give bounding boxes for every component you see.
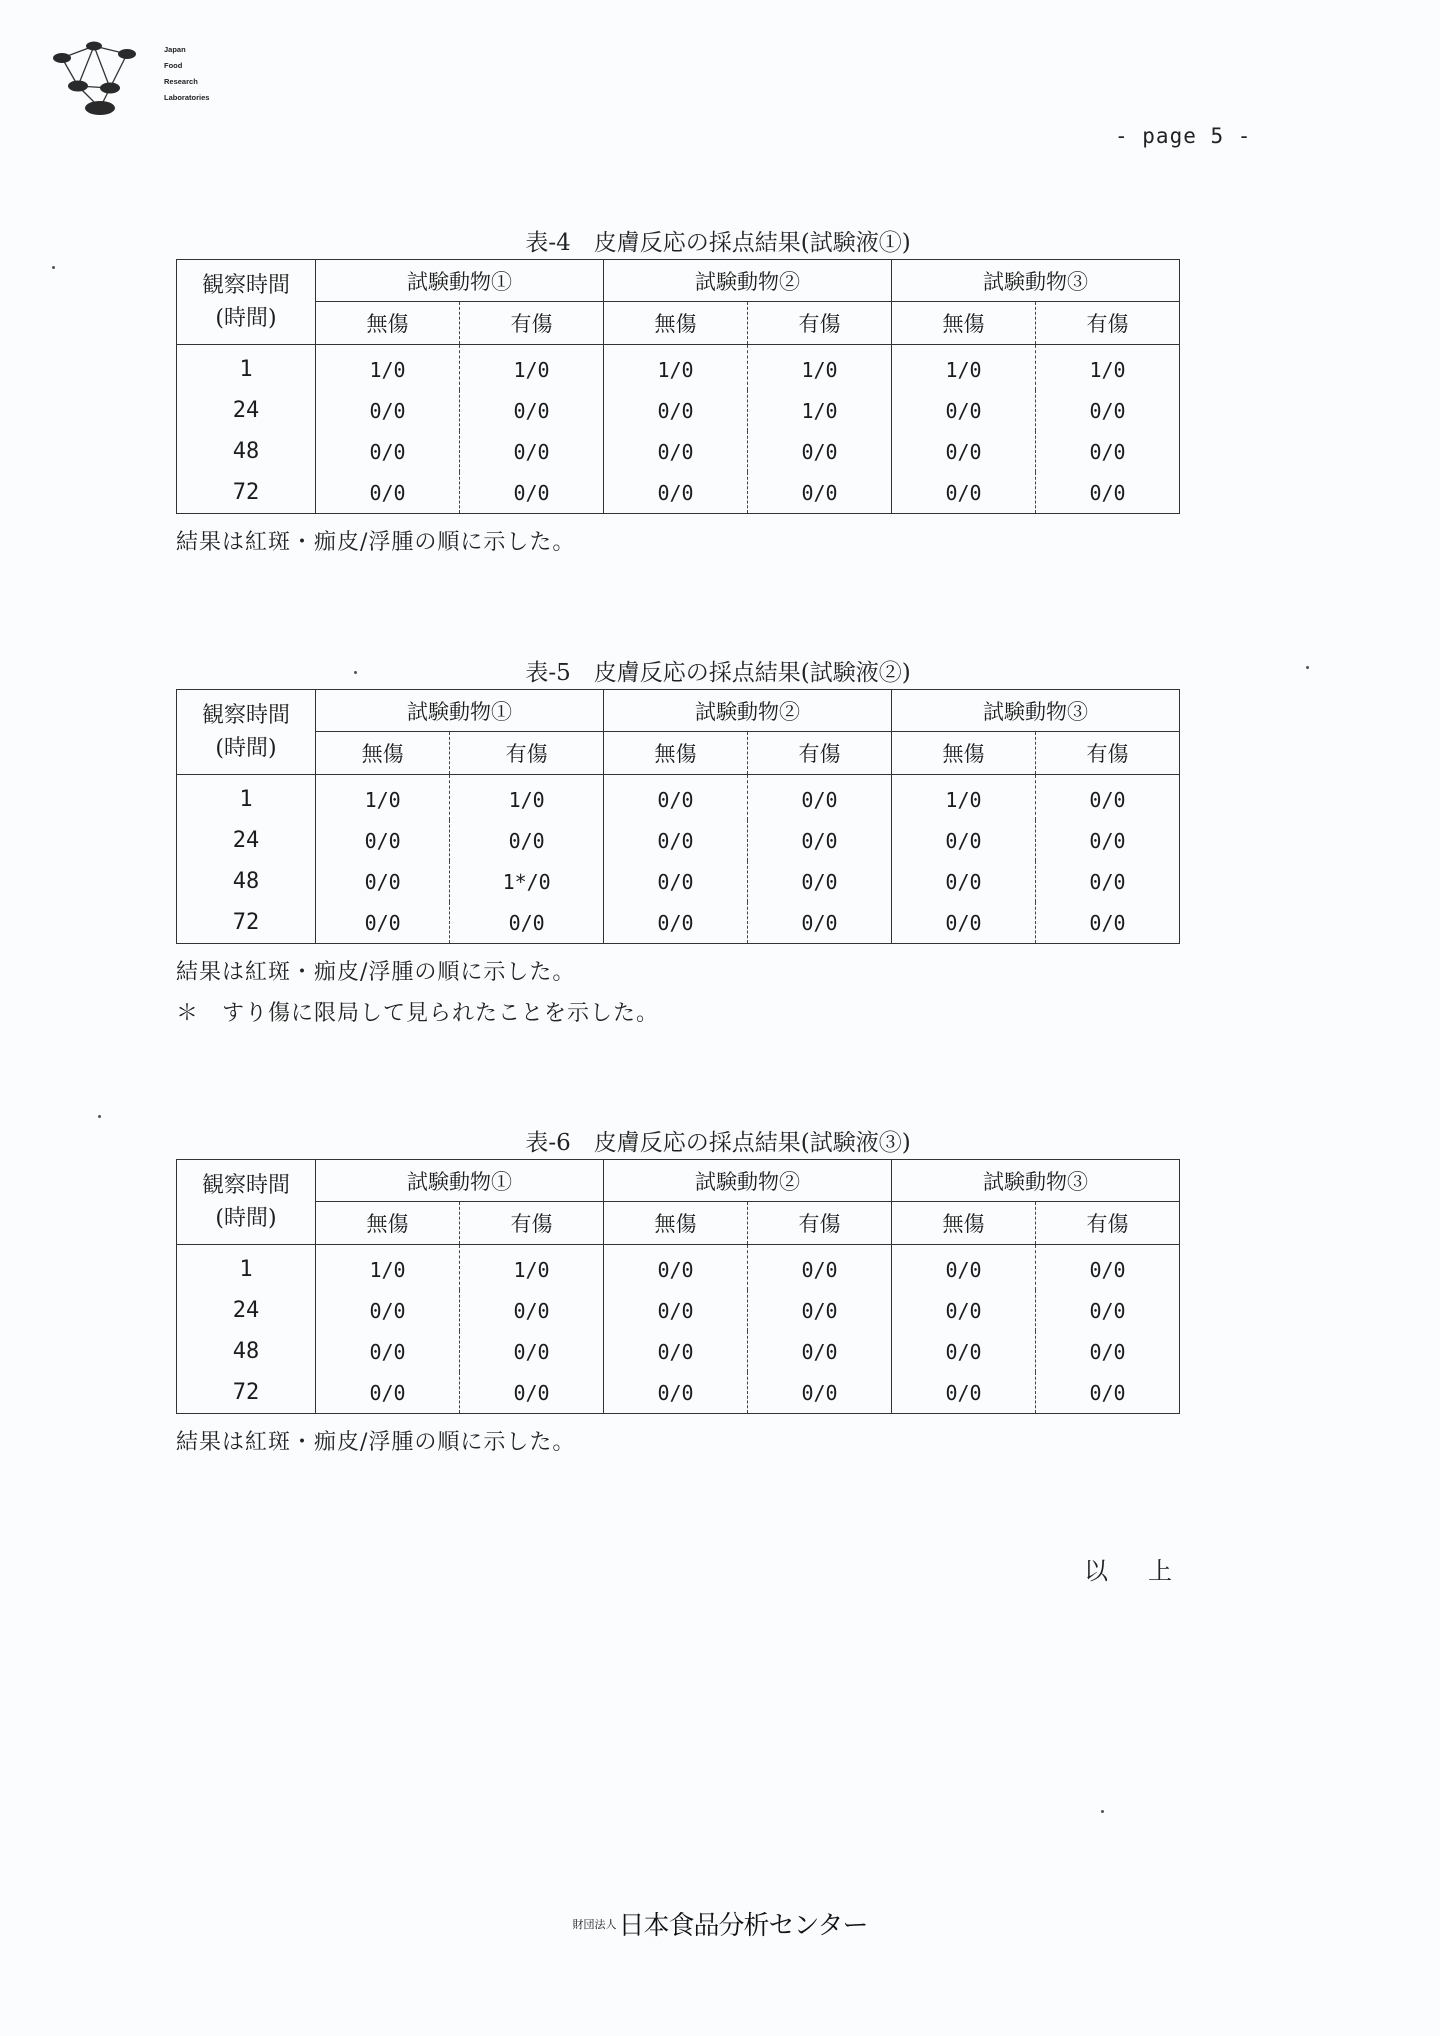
score-cell: 1/0: [460, 1245, 604, 1291]
subheader: 有傷: [1035, 732, 1179, 775]
table-6-title: 表-6 皮膚反応の採点結果(試験液③): [525, 1130, 911, 1156]
header-row-groups: [177, 260, 1180, 302]
subheader: 有傷: [460, 302, 604, 345]
row-header-cell: 観察時間 (時間): [177, 260, 316, 345]
score-cell: 0/0: [747, 902, 891, 944]
score-cell: 0/0: [747, 820, 891, 861]
subheader: 無傷: [603, 732, 747, 775]
time-cell: 1: [177, 1245, 316, 1291]
score-cell: 0/0: [1035, 820, 1179, 861]
score-cell: 1/0: [891, 775, 1035, 821]
score-cell: 0/0: [892, 1290, 1036, 1331]
header-row-groups: [177, 1160, 1180, 1202]
score-cell: 0/0: [748, 472, 892, 514]
row-header-cell: 観察時間 (時間): [177, 1160, 316, 1245]
subheader: 無傷: [316, 732, 450, 775]
subheader: 有傷: [1036, 1202, 1180, 1245]
table-5-title: 表-5 皮膚反応の採点結果(試験液②): [525, 660, 911, 686]
score-cell: 0/0: [603, 861, 747, 902]
score-cell: 1/0: [316, 1245, 460, 1291]
subheader: 無傷: [316, 302, 460, 345]
time-cell: 48: [177, 1331, 316, 1372]
score-cell: 0/0: [1036, 431, 1180, 472]
subheader: 無傷: [892, 302, 1036, 345]
score-cell: 0/0: [316, 820, 450, 861]
table-6-note: 結果は紅斑・痂皮/浮腫の順に示した。: [176, 1430, 576, 1455]
time-cell: 72: [177, 902, 316, 944]
logo-text: [164, 42, 209, 106]
organization-footer: [0, 1905, 1440, 1942]
subheader: 有傷: [450, 732, 604, 775]
row-header-cell: 観察時間 (時間): [177, 690, 316, 775]
score-cell: 0/0: [1035, 902, 1179, 944]
header-row-sub: [177, 302, 1180, 345]
logo-line: Food: [164, 61, 183, 70]
score-cell: 0/0: [891, 820, 1035, 861]
score-cell: 1/0: [748, 390, 892, 431]
table-4: [176, 259, 1180, 514]
subheader: 無傷: [316, 1202, 460, 1245]
table-row: [177, 820, 1180, 861]
score-cell: 1/0: [316, 345, 460, 391]
score-cell: 0/0: [460, 390, 604, 431]
logo-line: Laboratories: [164, 93, 210, 102]
score-cell: 0/0: [1036, 1290, 1180, 1331]
score-cell: 0/0: [316, 390, 460, 431]
score-cell: 0/0: [604, 1372, 748, 1414]
header-row-sub: [177, 1202, 1180, 1245]
logo-line: Research: [164, 77, 198, 86]
subheader: 有傷: [460, 1202, 604, 1245]
score-cell: 0/0: [748, 1245, 892, 1291]
score-cell: 0/0: [460, 472, 604, 514]
score-cell: 0/0: [892, 1372, 1036, 1414]
table-6: [176, 1159, 1180, 1414]
score-cell: 0/0: [748, 1372, 892, 1414]
score-cell: 0/0: [891, 861, 1035, 902]
subheader: 無傷: [604, 302, 748, 345]
score-cell: 0/0: [316, 861, 450, 902]
score-cell: 0/0: [316, 1372, 460, 1414]
score-cell: 0/0: [1036, 1372, 1180, 1414]
score-cell: 0/0: [316, 1331, 460, 1372]
subheader: 有傷: [1036, 302, 1180, 345]
score-cell: 0/0: [603, 820, 747, 861]
score-cell: 0/0: [604, 390, 748, 431]
score-cell: 0/0: [604, 1245, 748, 1291]
logo-network-icon: [52, 36, 162, 122]
table-row: [177, 1331, 1180, 1372]
subheader: 有傷: [747, 732, 891, 775]
table-row: [177, 1372, 1180, 1414]
score-cell: 0/0: [603, 775, 747, 821]
score-cell: 0/0: [748, 1331, 892, 1372]
score-cell: 0/0: [460, 1331, 604, 1372]
score-cell: 0/0: [892, 1331, 1036, 1372]
table-row: [177, 1290, 1180, 1331]
score-cell: 1/0: [604, 345, 748, 391]
table-row: [177, 472, 1180, 514]
score-cell: 1/0: [316, 775, 450, 821]
score-cell: 0/0: [747, 775, 891, 821]
table-row: [177, 345, 1180, 391]
score-cell: 0/0: [1036, 390, 1180, 431]
table-5-footnote: ＊ すり傷に限局して見られたことを示した。: [176, 1001, 660, 1026]
page-number: - page 5 -: [1115, 124, 1252, 148]
group-header: 試験動物①: [316, 1160, 604, 1202]
time-cell: 48: [177, 431, 316, 472]
score-cell: 0/0: [892, 431, 1036, 472]
table-row: [177, 775, 1180, 821]
score-cell: 0/0: [1036, 472, 1180, 514]
score-cell: 0/0: [460, 431, 604, 472]
group-header: 試験動物②: [603, 690, 891, 732]
score-cell: 0/0: [603, 902, 747, 944]
score-cell: 0/0: [1035, 775, 1179, 821]
score-cell: 1/0: [748, 345, 892, 391]
score-cell: 0/0: [450, 902, 604, 944]
score-cell: 0/0: [892, 390, 1036, 431]
group-header: 試験動物②: [604, 260, 892, 302]
score-cell: 1/0: [450, 775, 604, 821]
score-cell: 0/0: [316, 472, 460, 514]
time-cell: 24: [177, 1290, 316, 1331]
score-cell: 0/0: [1036, 1245, 1180, 1291]
group-header: 試験動物②: [604, 1160, 892, 1202]
time-cell: 24: [177, 820, 316, 861]
time-cell: 1: [177, 345, 316, 391]
group-header: 試験動物③: [892, 260, 1180, 302]
table-row: [177, 902, 1180, 944]
table-4-title: 表-4 皮膚反応の採点結果(試験液①): [525, 230, 911, 256]
footer-prefix: 財団法人: [572, 1919, 617, 1931]
scan-speck: [1101, 1810, 1104, 1813]
score-cell: 0/0: [747, 861, 891, 902]
table-row: [177, 861, 1180, 902]
subheader: 無傷: [892, 1202, 1036, 1245]
logo-line: Japan: [164, 45, 186, 54]
score-cell: 1/0: [892, 345, 1036, 391]
group-header: 試験動物①: [316, 260, 604, 302]
jfrl-logo: [52, 36, 242, 122]
score-cell: 0/0: [891, 902, 1035, 944]
score-cell: 0/0: [316, 431, 460, 472]
time-cell: 48: [177, 861, 316, 902]
scan-speck: [98, 1115, 101, 1118]
group-header: 試験動物①: [316, 690, 604, 732]
score-cell: 0/0: [450, 820, 604, 861]
time-cell: 72: [177, 1372, 316, 1414]
header-row-sub: [177, 732, 1180, 775]
score-cell: 0/0: [460, 1372, 604, 1414]
score-cell: 0/0: [604, 472, 748, 514]
subheader: 有傷: [748, 302, 892, 345]
closing-mark: 以 上: [1084, 1557, 1172, 1585]
score-cell: 0/0: [460, 1290, 604, 1331]
table-row: [177, 390, 1180, 431]
score-cell: 0/0: [892, 1245, 1036, 1291]
time-cell: 1: [177, 775, 316, 821]
scan-speck: [354, 671, 357, 674]
subheader: 無傷: [604, 1202, 748, 1245]
subheader: 有傷: [748, 1202, 892, 1245]
score-cell: 0/0: [604, 1331, 748, 1372]
table-5: [176, 689, 1180, 944]
subheader: 無傷: [891, 732, 1035, 775]
score-cell: 0/0: [748, 431, 892, 472]
header-row-groups: [177, 690, 1180, 732]
score-cell: 1*/0: [450, 861, 604, 902]
group-header: 試験動物③: [892, 1160, 1180, 1202]
table-4-note: 結果は紅斑・痂皮/浮腫の順に示した。: [176, 530, 576, 555]
score-cell: 0/0: [316, 902, 450, 944]
score-cell: 0/0: [604, 431, 748, 472]
scan-speck: [52, 266, 55, 269]
score-cell: 0/0: [892, 472, 1036, 514]
score-cell: 1/0: [460, 345, 604, 391]
score-cell: 0/0: [604, 1290, 748, 1331]
score-cell: 0/0: [748, 1290, 892, 1331]
group-header: 試験動物③: [891, 690, 1179, 732]
time-cell: 24: [177, 390, 316, 431]
score-cell: 0/0: [1035, 861, 1179, 902]
footer-name: 日本食品分析センター: [618, 1910, 868, 1940]
table-row: [177, 431, 1180, 472]
table-row: [177, 1245, 1180, 1291]
score-cell: 0/0: [1036, 1331, 1180, 1372]
time-cell: 72: [177, 472, 316, 514]
scan-speck: [1306, 666, 1309, 669]
table-5-note: 結果は紅斑・痂皮/浮腫の順に示した。: [176, 960, 576, 985]
score-cell: 0/0: [316, 1290, 460, 1331]
score-cell: 1/0: [1036, 345, 1180, 391]
